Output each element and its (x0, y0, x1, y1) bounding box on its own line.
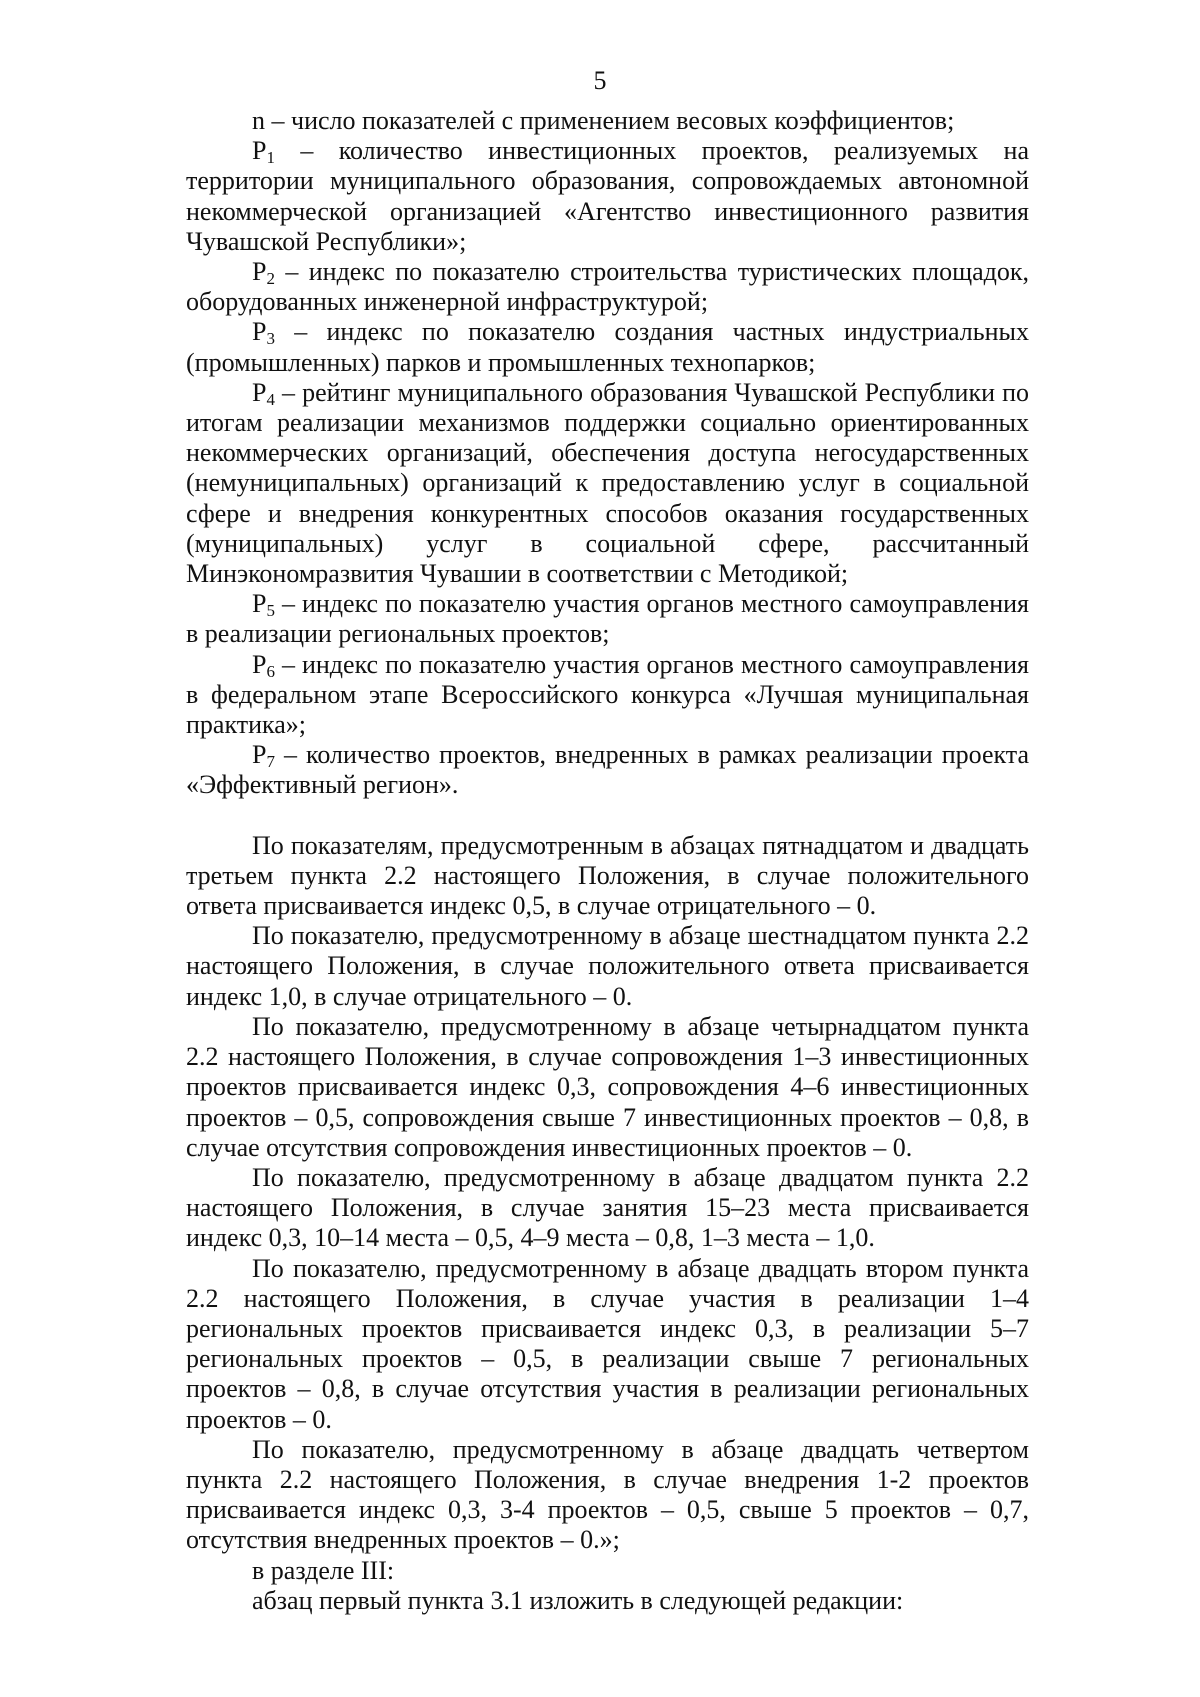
paragraph-amendment: абзац первый пункта 3.1 изложить в следующей редакции: (252, 1585, 904, 1615)
definition-p1: $P_1$ – количество инвестиционных проектов, реализуемых на территории муниципального образования, сопровождаемых автономной некоммерческой организацией «Агентство инвестиционного развития Чувашской Республики»; (186, 136, 1029, 256)
paragraph-indicator-rule: По показателю, предусмотренному в абзаце шестнадцатом пункта 2.2 настоящего Положения, в случае положительного ответа присваивается индекс 1,0, в случае отрицательного – 0. (186, 921, 1029, 1011)
page-number: 5 (593, 66, 607, 95)
definition-p3: $P_3$ – индекс по показателю создания частных индустриальных (промышленных) парков и промышленных технопарков; (186, 317, 1029, 377)
definition-p4: $P_4$ – рейтинг муниципального образования Чувашской Республики по итогам реализации механизмов поддержки социально ориентированных некоммерческих организаций, обеспечения доступа негосударственных (немуниципальных) организаций к предоставлению услуг в социальной сфере и внедрения конкурентных способов оказания государственных (муниципальных) услуг в социальной сфере, рассчитанный Минэкономразвития Чувашии в соответствии с Методикой; (186, 377, 1029, 589)
definition-p2: $P_2$ – индекс по показателю строительства туристических площадок, оборудованных инженерной инфраструктурой; (186, 257, 1029, 317)
paragraph-indicator-rule: По показателю, предусмотренному в абзаце двадцатом пункта 2.2 настоящего Положения, в случае занятия 15–23 места присваивается индекс 0,3, 10–14 места – 0,5, 4–9 места – 0,8, 1–3 места – 1,0. (186, 1162, 1029, 1253)
definition-p5: $P_5$ – индекс по показателю участия органов местного самоуправления в реализации региональных проектов; (186, 589, 1029, 649)
definition-p7: $P_7$ – количество проектов, внедренных в рамках реализации проекта «Эффективный регион». (186, 740, 1029, 800)
paragraph-section-ref: в разделе III: (252, 1555, 395, 1585)
definition-n: n – число показателей с применением весовых коэффициентов; (252, 106, 955, 135)
paragraph-indicator-rule: По показателю, предусмотренному в абзаце двадцать втором пункта 2.2 настоящего Положения, в случае участия в реализации 1–4 региональных проектов присваивается индекс 0,3, в реализации 5–7 региональных проектов – 0,5, в реализации свыше 7 региональных проектов – 0,8, в случае отсутствия участия в реализации региональных проектов – 0. (186, 1253, 1029, 1434)
paragraph-indicator-rule: По показателю, предусмотренному в абзаце двадцать четвертом пункта 2.2 настоящего Положения, в случае внедрения 1-2 проектов присваивается индекс 0,3, 3-4 проектов – 0,5, свыше 5 проектов – 0,7, отсутствия внедренных проектов – 0.»; (186, 1434, 1029, 1555)
paragraph-indicator-rule: По показателям, предусмотренным в абзацах пятнадцатом и двадцать третьем пункта 2.2 настоящего Положения, в случае положительного ответа присваивается индекс 0,5, в случае отрицательного – 0. (186, 830, 1029, 921)
definitions-block (186, 106, 1029, 1616)
definition-p6: $P_6$ – индекс по показателю участия органов местного самоуправления в федеральном этапе Всероссийского конкурса «Лучшая муниципальная практика»; (186, 649, 1029, 740)
paragraph-gap (186, 801, 1029, 831)
paragraph-indicator-rule: По показателю, предусмотренному в абзаце четырнадцатом пункта 2.2 настоящего Положения, в случае сопровождения 1–3 инвестиционных проектов присваивается индекс 0,3, сопровождения 4–6 инвестиционных проектов – 0,5, сопровождения свыше 7 инвестиционных проектов – 0,8, в случае отсутствия сопровождения инвестиционных проектов – 0. (186, 1011, 1029, 1162)
